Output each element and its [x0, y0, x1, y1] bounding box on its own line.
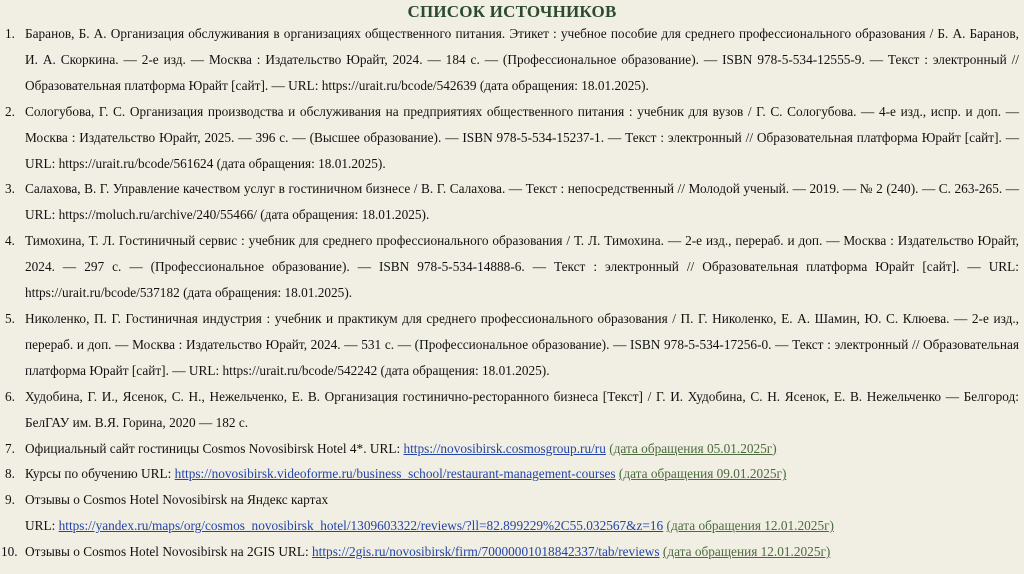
list-item [0, 539, 1024, 565]
citation-text: Отзывы о Cosmos Hotel Novosibirsk на Яндекс картах [25, 492, 329, 508]
item-number: 5. [5, 310, 15, 326]
citation-text: Николенко, П. Г. Гостиничная индустрия : учебник и практикум для среднего профессионального образования / П. Г. Николенко, Е. А. Шамин, Ю. С. Клюева. — 2-е изд., перераб. и доп. — Москва : Издательство Юрайт, 2024. — 531 с. — (Профессиональное образование). — ISBN 978-5-534-17256-0. — Текст : электронный // Образовательная платформа Юрайт [сайт]. — URL: https://urait.ru/bcode/542242 (дата обращения: 18.01.2025). [25, 310, 1019, 378]
access-date[interactable]: (дата обращения 05.01.2025г) [609, 440, 777, 456]
citation-text: Курсы по обучению URL: [25, 466, 175, 482]
list-item [0, 176, 1024, 228]
source-link[interactable]: https://novosibirsk.cosmosgroup.ru/ru [403, 440, 606, 456]
citation-text-url-label: URL: [25, 518, 59, 534]
item-number: 2. [5, 103, 15, 119]
citation-text: Тимохина, Т. Л. Гостиничный сервис : учебник для среднего профессионального образования / Т. Л. Тимохина. — 2-е изд., перераб. и доп. — Москва : Издательство Юрайт, 2024. — 297 с. — (Профессиональное образование). — ISBN 978-5-534-14888-6. — Текст : электронный // Образовательная платформа Юрайт [сайт]. — URL: https://urait.ru/bcode/537182 (дата обращения: 18.01.2025). [25, 233, 1019, 301]
list-item [0, 228, 1024, 306]
list-item [0, 306, 1024, 384]
list-item [0, 21, 1024, 99]
item-number: 10. [1, 544, 18, 560]
item-number: 1. [5, 26, 15, 41]
page-title: СПИСОК ИСТОЧНИКОВ [407, 2, 617, 21]
citation-text: Худобина, Г. И., Ясенок, С. Н., Нежельченко, Е. В. Организация гостинично-ресторанного бизнеса [Текст] / Г. И. Худобина, С. Н. Ясенок, Е. В. Нежельченко — Белгород: БелГАУ им. В.Я. Горина, 2020 — 182 с. [25, 388, 1019, 430]
list-item [0, 436, 1024, 462]
item-number: 9. [5, 492, 15, 508]
source-link[interactable]: https://yandex.ru/maps/org/cosmos_novosibirsk_hotel/1309603322/reviews/?ll=82.899229%2C55.032567&z=16 [58, 518, 664, 534]
access-date[interactable]: (дата обращения 12.01.2025г) [662, 544, 831, 560]
item-number: 3. [5, 181, 15, 197]
item-number: 7. [5, 440, 15, 456]
citation-text: Отзывы о Cosmos Hotel Novosibirsk на 2GIS URL: [25, 544, 313, 560]
sources-list [0, 21, 1024, 565]
item-number: 8. [5, 466, 15, 482]
source-link[interactable]: https://novosibirsk.videoforme.ru/business_school/restaurant-management-courses [174, 466, 616, 482]
source-link[interactable]: https://2gis.ru/novosibirsk/firm/70000001018842337/tab/reviews [312, 544, 660, 560]
list-item [0, 461, 1024, 487]
item-number: 6. [5, 388, 15, 404]
citation-text: Баранов, Б. А. Организация обслуживания в организациях общественного питания. Этикет : учебное пособие для среднего профессионального образования / Б. А. Баранов, И. А. Скоркина. — 2-е изд. — Москва : Издательство Юрайт, 2024. — 184 с. — (Профессиональное образование). — ISBN 978-5-534-12555-9. — Текст : электронный // Образовательная платформа Юрайт [сайт]. — URL: https://urait.ru/bcode/542639 (дата обращения: 18.01.2025). [25, 26, 1019, 93]
access-date[interactable]: (дата обращения 12.01.2025г) [666, 518, 834, 534]
list-item [0, 99, 1024, 177]
access-date[interactable]: (дата обращения 09.01.2025г) [618, 466, 787, 482]
citation-text: Сологубова, Г. С. Организация производства и обслуживания на предприятиях общественного питания : учебник для вузов / Г. С. Сологубова. — 4-е изд., испр. и доп. — Москва : Издательство Юрайт, 2025. — 396 с. — (Высшее образование). — ISBN 978-5-534-15237-1. — Текст : электронный // Образовательная платформа Юрайт [сайт]. — URL: https://urait.ru/bcode/561624 (дата обращения: 18.01.2025). [25, 103, 1019, 171]
list-item [0, 384, 1024, 436]
item-number: 4. [5, 233, 15, 249]
citation-text: Официальный сайт гостиницы Cosmos Novosibirsk Hotel 4*. URL: [25, 440, 404, 456]
citation-text: Салахова, В. Г. Управление качеством услуг в гостиничном бизнесе / В. Г. Салахова. — Текст : непосредственный // Молодой ученый. — 2019. — № 2 (240). — С. 263-265. — URL: https://moluch.ru/archive/240/55466/ (дата обращения: 18.01.2025). [25, 181, 1019, 223]
list-item [0, 487, 1024, 539]
